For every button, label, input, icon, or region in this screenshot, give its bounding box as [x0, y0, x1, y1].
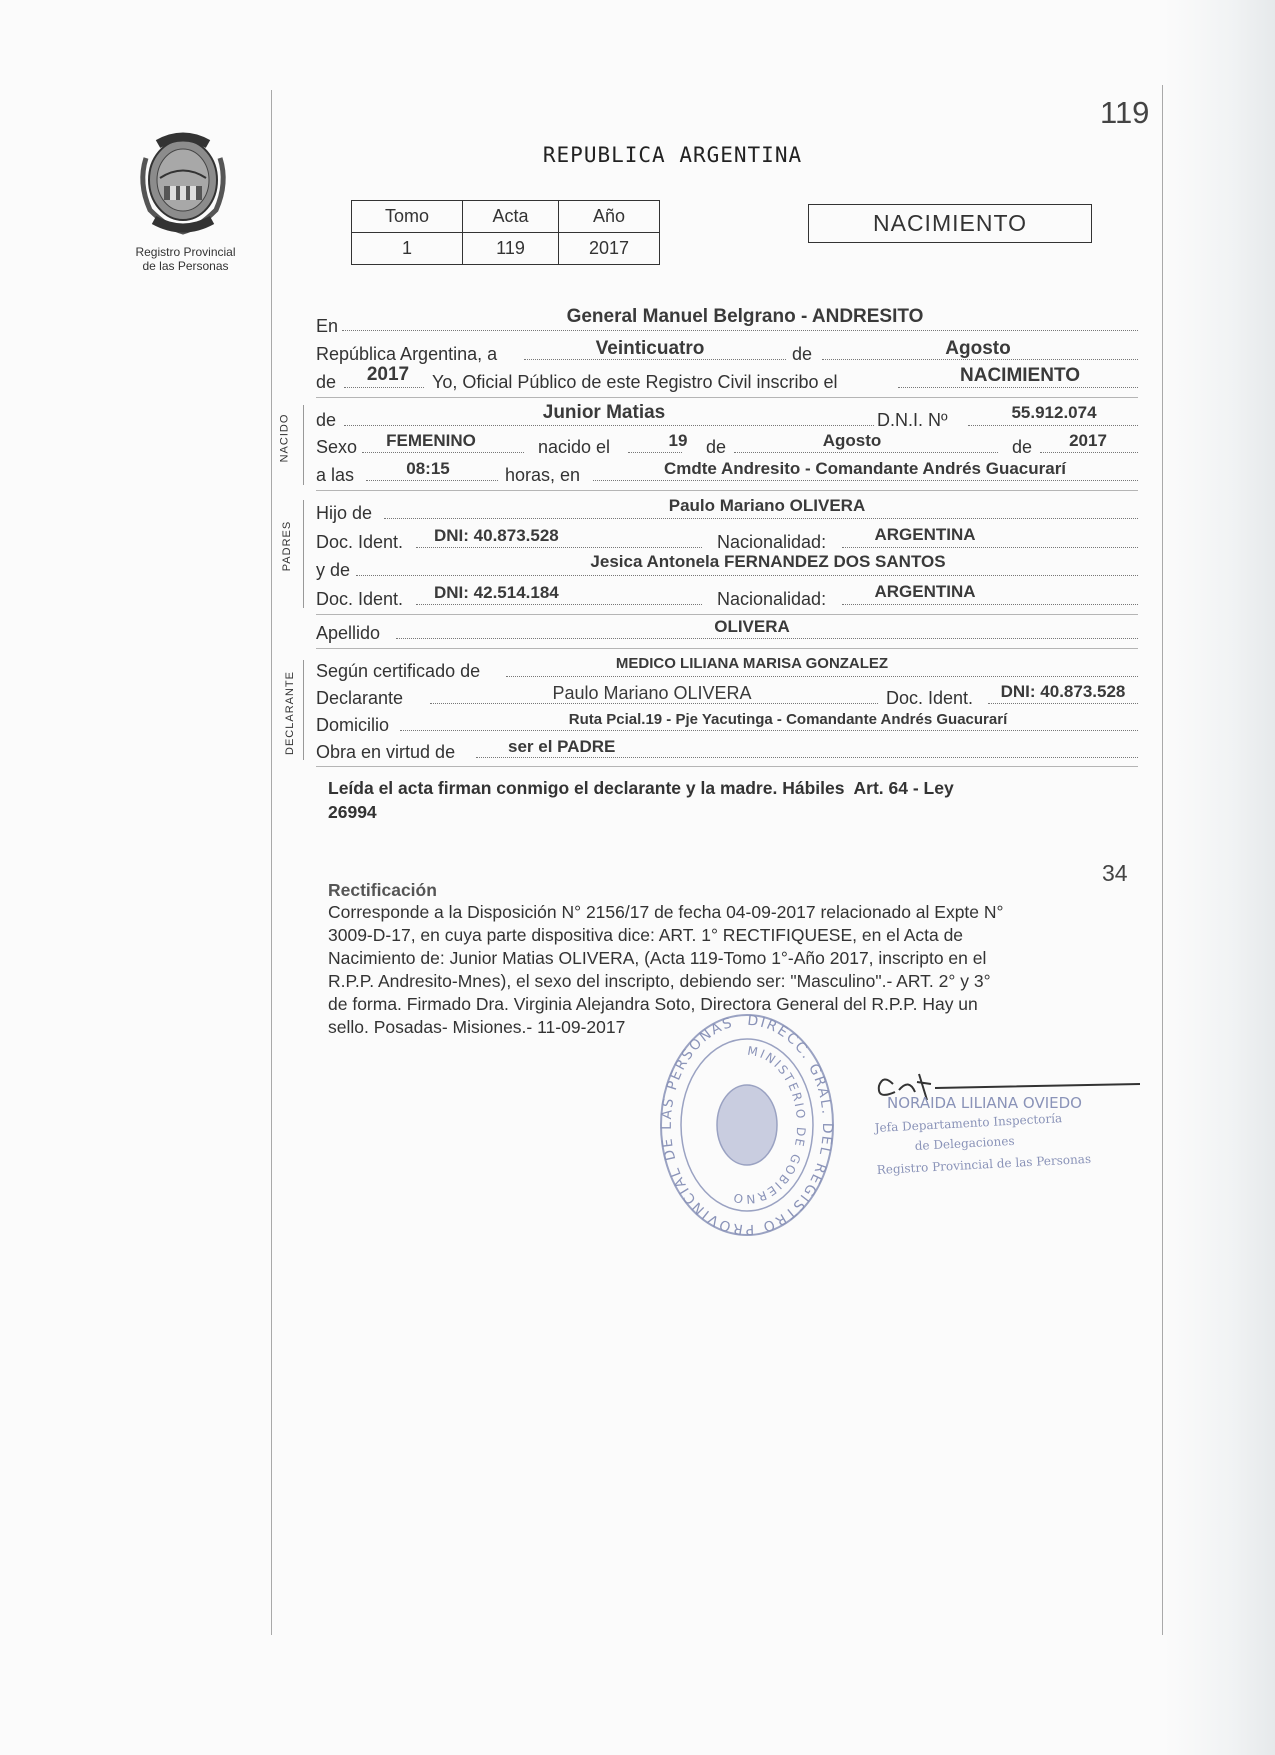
dots-nac-anio: [1040, 452, 1138, 453]
label-de-anio-nac: de: [1012, 437, 1033, 457]
label-hijo-de: Hijo de: [316, 503, 373, 523]
value-nac-mes: Agosto: [822, 431, 882, 450]
dots-dni: [968, 425, 1138, 426]
dots-padre-nac: [842, 547, 1138, 548]
stamp-inner-text: MINISTERIO DE GOBIERNO: [730, 1043, 809, 1207]
dots-en: [342, 330, 1138, 331]
nacido-bracket: [303, 405, 304, 485]
label-y-de: y de: [316, 560, 351, 580]
dots-certificado: [506, 676, 1138, 677]
separator-2: [316, 490, 1138, 491]
value-domicilio: Ruta Pcial.19 - Pje Yacutinga - Comandante Andrés Guacurarí: [568, 711, 1008, 728]
dots-apellido: [396, 638, 1138, 639]
label-republica: República Argentina, a: [316, 344, 498, 364]
signature-name: NORAIDA LILIANA OVIEDO: [887, 1094, 1082, 1112]
value-padre-nac: ARGENTINA: [874, 525, 976, 544]
value-inscripcion: NACIMIENTO: [960, 365, 1080, 386]
value-mes: Agosto: [945, 338, 1011, 359]
side-label-padres: PADRES: [281, 520, 294, 572]
label-dni: D.N.I. Nº: [877, 410, 948, 430]
value-madre-doc: DNI: 42.514.184: [434, 583, 559, 602]
header-anio: Año: [559, 201, 660, 233]
rectificacion-line-5: de forma. Firmado Dra. Virginia Alejandra Soto, Directora General del R.P.P. Hay un: [328, 994, 978, 1014]
separator-4: [316, 648, 1138, 649]
value-lugar-nac: Cmdte Andresito - Comandante Andrés Guacurarí: [663, 459, 1067, 478]
logo-caption: Registro Provincial de las Personas: [135, 245, 236, 273]
signature-line-1: Jefa Departamento Inspectoría: [874, 1111, 1063, 1135]
label-nacido-el: nacido el: [538, 437, 611, 457]
label-yo: Yo, Oficial Público de este Registro Civil inscribo el: [432, 372, 838, 392]
label-declarante: Declarante: [316, 688, 404, 708]
dots-anio: [344, 387, 424, 388]
separator-3: [316, 614, 1138, 615]
stamp-outer-text: DIRECC. GRAL. DEL REGISTRO PROVINCIAL DE LAS PERSONAS: [658, 1012, 836, 1238]
signature-block: [855, 1070, 1145, 1180]
label-a-las: a las: [316, 465, 355, 485]
value-lugar: General Manuel Belgrano - ANDRESITO: [566, 306, 924, 327]
rectificacion-line-2: 3009-D-17, en cuya parte dispositiva dice: ART. 1° RECTIFIQUESE, en el Acta de: [328, 925, 964, 945]
value-declarante: Paulo Mariano OLIVERA: [552, 683, 752, 703]
value-padre-doc: DNI: 40.873.528: [434, 526, 559, 545]
value-nombre: Junior Matias: [542, 402, 666, 423]
separator-5: [316, 766, 1138, 767]
rectificacion-line-6: sello. Posadas- Misiones.- 11-09-2017: [328, 1017, 626, 1037]
declarante-bracket: [303, 660, 304, 760]
label-domicilio: Domicilio: [316, 715, 390, 735]
value-apellido: OLIVERA: [714, 617, 790, 636]
label-doc-ident-2: Doc. Ident.: [316, 589, 404, 609]
dots-padre-doc: [416, 547, 702, 548]
value-declarante-doc: DNI: 40.873.528: [1000, 682, 1126, 701]
value-anio: 2017: [366, 364, 410, 385]
dots-madre-nac: [842, 604, 1138, 605]
header-acta: Acta: [463, 201, 559, 233]
label-segun: Según certificado de: [316, 661, 481, 681]
label-doc-ident-1: Doc. Ident.: [316, 532, 404, 552]
dots-inscripcion: [898, 387, 1138, 388]
header-tomo: Tomo: [352, 201, 463, 233]
dots-nombre: [344, 425, 874, 426]
right-margin-line: [1162, 85, 1163, 1635]
label-de-anio: de: [316, 372, 337, 392]
dots-madre: [356, 575, 1138, 576]
dots-domicilio: [400, 730, 1138, 731]
official-stamp-icon: [652, 1003, 842, 1239]
value-obra: ser el PADRE: [508, 737, 616, 756]
value-certificado: MEDICO LILIANA MARISA GONZALEZ: [615, 655, 889, 672]
bottom-hash-fragment: [315, 1635, 675, 1645]
dots-declarante-doc: [988, 703, 1138, 704]
value-anio: 2017: [559, 233, 660, 265]
signature-line-3: Registro Provincial de las Personas: [876, 1151, 1092, 1177]
rectificacion-line-3: Nacimiento de: Junior Matias OLIVERA, (Acta 119-Tomo 1°-Año 2017, inscripto en el: [328, 948, 987, 968]
record-type-box: NACIMIENTO: [808, 204, 1092, 243]
signature-line-2: de Delegaciones: [914, 1133, 1015, 1153]
label-de-nombre: de: [316, 410, 337, 430]
label-apellido: Apellido: [316, 623, 381, 643]
rectificacion-line-1: Corresponde a la Disposición N° 2156/17 de fecha 04-09-2017 relacionado al Expte N°: [328, 902, 1004, 922]
rectificacion-heading: Rectificación: [328, 880, 437, 900]
dots-nac-mes: [734, 452, 998, 453]
value-acta: 119: [463, 233, 559, 265]
dots-madre-doc: [416, 604, 702, 605]
value-tomo: 1: [352, 233, 463, 265]
value-dni: 55.912.074: [1011, 403, 1097, 422]
scan-edge-shadow: [1165, 0, 1275, 1755]
label-sexo: Sexo: [316, 437, 358, 457]
separator-1: [316, 397, 1138, 398]
label-doc-ident-decl: Doc. Ident.: [886, 688, 974, 708]
dots-lugar-nac: [593, 480, 1138, 481]
label-obra: Obra en virtud de: [316, 742, 456, 762]
value-nac-anio: 2017: [1069, 431, 1107, 450]
record-table: [351, 200, 660, 265]
value-madre-nac: ARGENTINA: [874, 582, 976, 601]
side-label-nacido: NACIDO: [278, 413, 291, 463]
side-label-declarante: DECLARANTE: [283, 671, 296, 755]
left-margin-line: [271, 90, 272, 1635]
dots-padre: [384, 518, 1138, 519]
dots-nac-dia: [628, 452, 682, 453]
value-nac-dia: 19: [668, 431, 688, 450]
dots-hora: [366, 480, 498, 481]
value-padre: Paulo Mariano OLIVERA: [668, 496, 866, 515]
value-sexo: FEMENINO: [386, 431, 476, 450]
value-madre: Jesica Antonela FERNANDEZ DOS SANTOS: [590, 552, 946, 571]
label-horas-en: horas, en: [505, 465, 581, 485]
dots-obra: [476, 757, 1138, 758]
document-title: REPUBLICA ARGENTINA: [542, 143, 803, 167]
page-number: 119: [1100, 95, 1150, 130]
dots-sexo: [362, 452, 524, 453]
label-en: En: [316, 316, 339, 336]
label-nacionalidad-2: Nacionalidad:: [717, 589, 827, 609]
value-dia: Veinticuatro: [595, 338, 705, 359]
label-nacionalidad-1: Nacionalidad:: [717, 532, 827, 552]
closing-line-1: Leída el acta firman conmigo el declarante y la madre. Hábiles Art. 64 - Ley: [328, 778, 954, 798]
rectificacion-number: 34: [1102, 860, 1128, 886]
padres-bracket: [303, 500, 304, 608]
closing-line-2: 26994: [328, 802, 377, 822]
label-de: de: [792, 344, 813, 364]
rectificacion-line-4: R.P.P. Andresito-Mnes), el sexo del inscripto, debiendo ser: "Masculino".- ART. 2° y 3°: [328, 971, 991, 991]
label-de-mes: de: [706, 437, 727, 457]
value-hora: 08:15: [406, 459, 450, 478]
